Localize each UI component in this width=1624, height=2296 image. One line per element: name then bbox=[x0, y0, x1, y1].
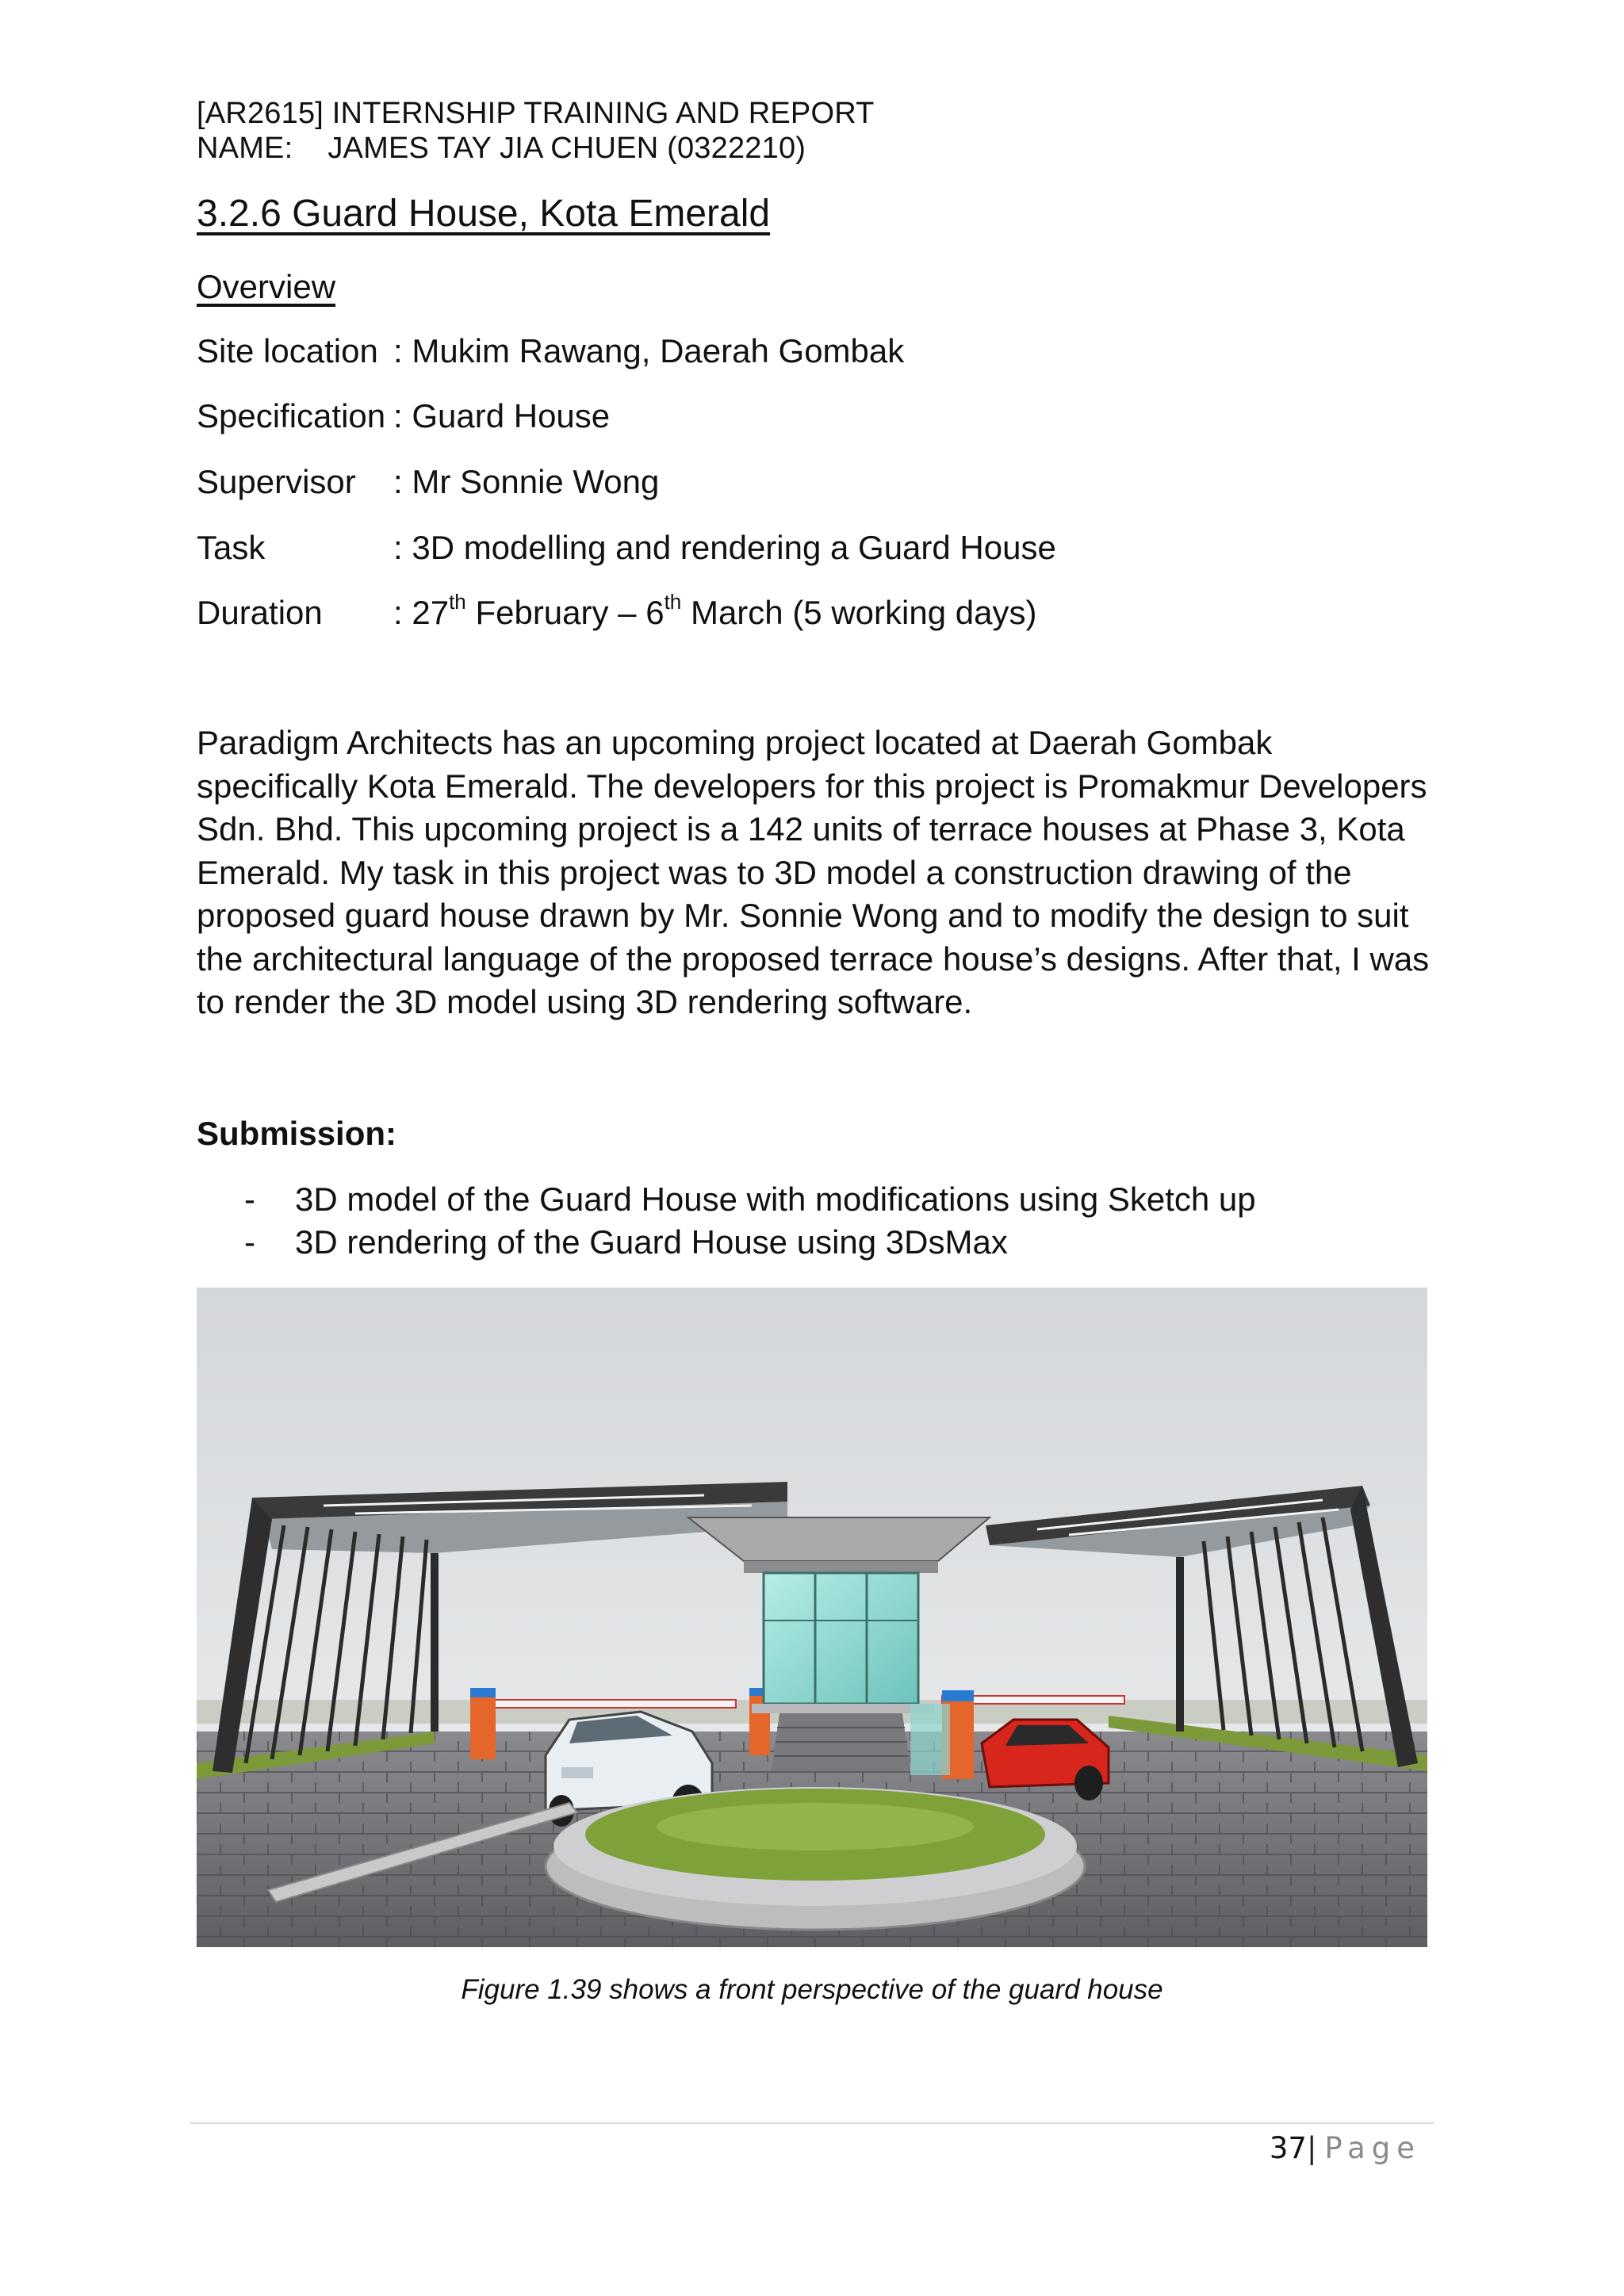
overview-value: : 3D modelling and rendering a Guard House bbox=[393, 529, 1056, 566]
overview-heading: Overview bbox=[197, 268, 336, 305]
guard-house-rendering bbox=[197, 1288, 1427, 1947]
page-footer bbox=[1270, 2131, 1421, 2165]
overview-key: Duration bbox=[197, 594, 323, 631]
overview-value: : Guard House bbox=[393, 397, 611, 434]
overview-row-supervisor bbox=[197, 461, 659, 503]
overview-key: Specification bbox=[197, 397, 386, 434]
bullet-dash: - bbox=[244, 1223, 255, 1261]
overview-value: : Mukim Rawang, Daerah Gombak bbox=[393, 332, 905, 369]
report-name-header bbox=[197, 130, 806, 166]
submission-item bbox=[244, 1178, 1256, 1221]
overview-key: Supervisor bbox=[197, 463, 356, 500]
submission-item-text: 3D rendering of the Guard House using 3DsMax bbox=[295, 1223, 1008, 1261]
name-value: JAMES TAY JIA CHUEN (0322210) bbox=[327, 132, 806, 165]
overview-key: Task bbox=[197, 529, 266, 566]
submission-item bbox=[244, 1221, 1008, 1264]
footer-divider bbox=[190, 2122, 1434, 2124]
traffic-island bbox=[546, 1787, 1085, 1930]
overview-key: Site location bbox=[197, 332, 378, 369]
page-label: Page bbox=[1324, 2131, 1421, 2165]
bullet-dash: - bbox=[244, 1181, 255, 1218]
page-number: 37 bbox=[1269, 2131, 1307, 2165]
overview-row-duration bbox=[197, 592, 1036, 633]
project-description: Paradigm Architects has an upcoming project located at Daerah Gombak specifically Kota Emerald. The developers for this project is Promakmur Developers Sdn. Bhd. This upcoming project is a 142 units of terrace houses at Phase 3, Kota Emerald. My task in this project was to 3D model a construction drawing of the proposed guard house drawn by Mr. Sonnie Wong and to modify the design to suit the architectural language of the proposed terrace house’s designs. After that, I was to render the 3D model using 3D rendering software. bbox=[197, 724, 1430, 1020]
figure-caption: Figure 1.39 shows a front perspective of the guard house bbox=[461, 1974, 1163, 2005]
overview-value: : 27th February – 6th March (5 working days) bbox=[393, 590, 1037, 631]
overview-row-specification bbox=[197, 396, 610, 437]
name-label: NAME: bbox=[197, 132, 293, 165]
submission-heading: Submission: bbox=[197, 1115, 397, 1152]
submission-item-text: 3D model of the Guard House with modifications using Sketch up bbox=[295, 1181, 1256, 1218]
overview-row-site-location bbox=[197, 331, 904, 372]
section-title: 3.2.6 Guard House, Kota Emerald bbox=[197, 193, 771, 235]
overview-row-task bbox=[197, 527, 1056, 568]
page-separator: | bbox=[1306, 2131, 1317, 2165]
report-course-header: [AR2615] INTERNSHIP TRAINING AND REPORT bbox=[197, 97, 875, 130]
overview-value: : Mr Sonnie Wong bbox=[393, 463, 660, 500]
